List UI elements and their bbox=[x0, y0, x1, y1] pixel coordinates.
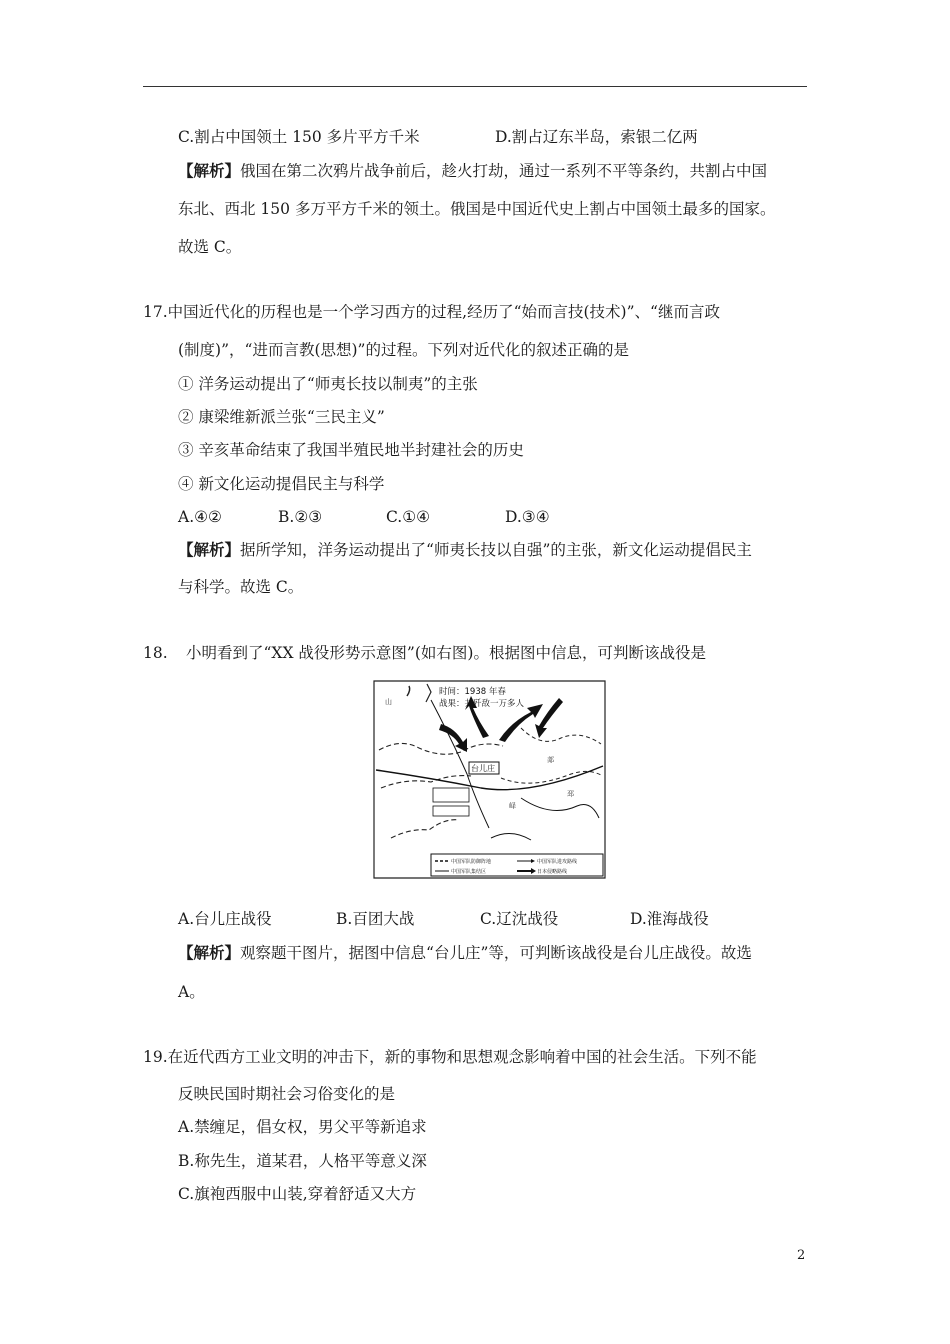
battle-map bbox=[371, 678, 607, 882]
q19-stem-line-1: 19.在近代西方工业文明的冲击下，新的事物和思想观念影响着中国的社会生活。下列不能 bbox=[143, 1048, 757, 1066]
q17-item-3: ③ 辛亥革命结束了我国半殖民地半封建社会的历史 bbox=[178, 441, 524, 459]
q17-analysis-line-1: 【解析】据所学知，洋务运动提出了“师夷长技以自强”的主张，新文化运动提倡民主 bbox=[178, 540, 752, 559]
q17-item-2: ② 康梁维新派兰张“三民主义” bbox=[178, 408, 385, 426]
q16-option-d: D.割占辽东半岛，索银二亿两 bbox=[495, 128, 698, 146]
map-legend-4: 日本侵略路线 bbox=[537, 869, 568, 875]
q17-option-a: A.④② bbox=[178, 508, 222, 526]
q18-option-c: C.辽沈战役 bbox=[480, 910, 559, 928]
map-result-label: 战果：共歼敌一万多人 bbox=[439, 699, 525, 709]
q19-option-c: C.旗袍西服中山装,穿着舒适又大方 bbox=[178, 1185, 417, 1203]
map-legend-2: 中国军队集结区 bbox=[451, 869, 487, 875]
svg-text:峄: 峄 bbox=[509, 802, 516, 810]
q16-option-c: C.割占中国领土 150 多片平方千米 bbox=[178, 128, 420, 146]
q17-stem-line-2: (制度)”，“进而言教(思想)”的过程。下列对近代化的叙述正确的是 bbox=[178, 341, 629, 359]
q17-option-b: B.②③ bbox=[278, 508, 323, 526]
page-number: 2 bbox=[797, 1248, 806, 1263]
q18-number: 18. bbox=[143, 644, 168, 662]
map-legend-1: 中国军队防御阵地 bbox=[451, 859, 492, 865]
q17-analysis-tag: 【解析】 bbox=[178, 540, 241, 559]
svg-text:郯: 郯 bbox=[547, 756, 554, 764]
battle-map-svg bbox=[371, 678, 607, 882]
q18-option-a: A.台儿庄战役 bbox=[178, 910, 272, 928]
q19-option-a: A.禁缠足，倡女权，男父平等新追求 bbox=[178, 1118, 427, 1136]
q17-option-d: D.③④ bbox=[505, 508, 550, 526]
q16-analysis-line-2: 东北、西北 150 多万平方千米的领土。俄国是中国近代史上割占中国领土最多的国家。 bbox=[178, 200, 776, 218]
svg-text:山: 山 bbox=[385, 698, 392, 706]
header-rule bbox=[143, 86, 807, 87]
map-city-label: 台儿庄 bbox=[471, 764, 495, 773]
q18-option-b: B.百团大战 bbox=[336, 910, 415, 928]
q16-analysis-tag: 【解析】 bbox=[178, 161, 241, 180]
q19-option-b: B.称先生，道某君，人格平等意义深 bbox=[178, 1152, 427, 1170]
q19-stem-line-2: 反映民国时期社会习俗变化的是 bbox=[178, 1085, 396, 1103]
q18-analysis-line-1: 【解析】观察题干图片，据图中信息“台儿庄”等，可判断该战役是台儿庄战役。故选 bbox=[178, 943, 752, 962]
q18-stem: 小明看到了“XX 战役形势示意图”(如右图)。根据图中信息，可判断该战役是 bbox=[186, 644, 706, 662]
q18-analysis-tag: 【解析】 bbox=[178, 943, 241, 962]
map-legend-3: 中国军队进攻路线 bbox=[537, 859, 578, 865]
q17-analysis-line-2: 与科学。故选 C。 bbox=[178, 578, 304, 596]
q16-analysis-line-1: 【解析】俄国在第二次鸦片战争前后，趁火打劫，通过一系列不平等条约，共割占中国 bbox=[178, 161, 768, 180]
map-time-label: 时间：1938 年春 bbox=[439, 687, 506, 697]
q17-item-1: ① 洋务运动提出了“师夷长技以制夷”的主张 bbox=[178, 375, 478, 393]
q17-option-c: C.①④ bbox=[386, 508, 431, 526]
q17-stem-line-1: 17.中国近代化的历程也是一个学习西方的过程,经历了“始而言技(技术)”、“继而言政 bbox=[143, 303, 720, 321]
q16-analysis-line-3: 故选 C。 bbox=[178, 238, 242, 256]
svg-text:邳: 邳 bbox=[567, 790, 574, 798]
q17-item-4: ④ 新文化运动提倡民主与科学 bbox=[178, 475, 385, 493]
q18-analysis-line-2: A。 bbox=[178, 983, 205, 1001]
q18-option-d: D.淮海战役 bbox=[630, 910, 709, 928]
